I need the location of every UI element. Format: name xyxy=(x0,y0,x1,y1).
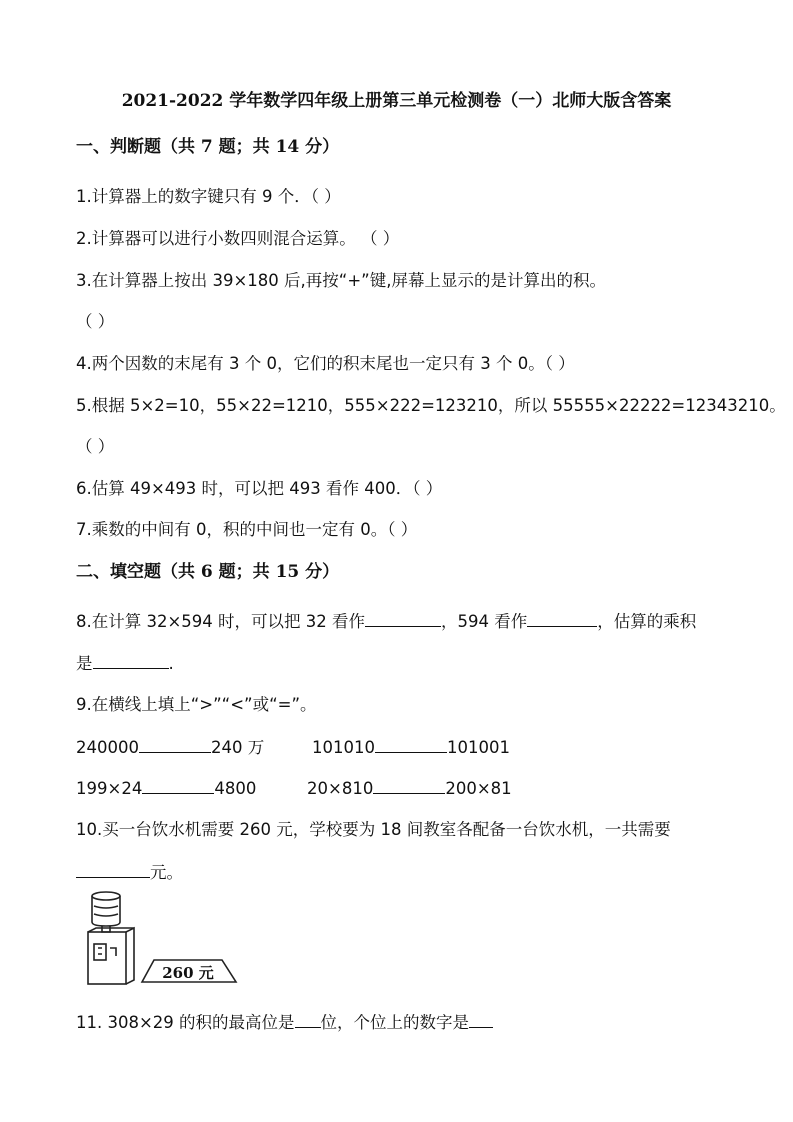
bottle-neck xyxy=(102,926,110,932)
compare-left: 20×810 xyxy=(307,779,374,798)
compare-left: 101010 xyxy=(312,738,375,757)
question-8-text-a: 8.在计算 32×594 时，可以把 32 看作 xyxy=(76,612,366,631)
question-8-line-2 xyxy=(76,652,174,675)
compare-right: 200×81 xyxy=(445,779,512,798)
question-8-text-e: . xyxy=(168,654,174,673)
section-heading-fill-blank: 二、填空题（共 6 题；共 15 分） xyxy=(76,562,340,582)
compare-right: 240 万 xyxy=(211,738,265,757)
question-7: 7.乘数的中间有 0，积的中间也一定有 0。（ ） xyxy=(76,520,418,539)
question-9-row-2-right xyxy=(307,777,512,800)
compare-left: 240000 xyxy=(76,738,139,757)
compare-right: 4800 xyxy=(214,779,257,798)
question-11-text-b: 位，个位上的数字是 xyxy=(320,1013,470,1032)
question-10-unit: 元。 xyxy=(150,863,183,882)
question-10-line-2 xyxy=(76,861,183,884)
question-5: 5.根据 5×2=10，55×22=1210，555×222=123210，所以 55555×22222=12343210。 xyxy=(76,396,786,415)
answer-blank[interactable] xyxy=(76,861,150,878)
question-4: 4.两个因数的末尾有 3 个 0，它们的积末尾也一定只有 3 个 0。（ ） xyxy=(76,354,575,373)
answer-blank[interactable] xyxy=(93,652,169,669)
question-11-text-a: 11. 308×29 的积的最高位是 xyxy=(76,1013,295,1032)
page-title: 2021-2022 学年数学四年级上册第三单元检测卷（一）北师大版含答案 xyxy=(121,91,672,111)
question-1: 1.计算器上的数字键只有 9 个．（ ） xyxy=(76,187,341,206)
water-dispenser-illustration xyxy=(80,886,244,988)
answer-blank[interactable] xyxy=(295,1011,321,1028)
bottle-top xyxy=(92,892,120,900)
question-9-row-1-right xyxy=(312,736,510,759)
price-tag-label: 260 元 xyxy=(162,964,214,982)
section-heading-judgement: 一、判断题（共 7 题；共 14 分） xyxy=(76,137,340,157)
question-9-row-1-left xyxy=(76,736,264,759)
question-5-paren: （ ） xyxy=(76,437,115,456)
question-8-text-b: ，594 看作 xyxy=(441,612,528,631)
question-10: 10.买一台饮水机需要 260 元，学校要为 18 间教室各配备一台饮水机，一共需要 xyxy=(76,820,671,839)
question-3: 3.在计算器上按出 39×180 后,再按“+”键,屏幕上显示的是计算出的积。 xyxy=(76,271,606,290)
answer-blank[interactable] xyxy=(373,777,445,794)
question-3-paren: （ ） xyxy=(76,312,115,331)
question-8-text-c: ，估算的乘积 xyxy=(597,612,697,631)
answer-blank[interactable] xyxy=(365,610,441,627)
question-8-text-d: 是 xyxy=(76,654,93,673)
question-11 xyxy=(76,1011,493,1034)
compare-left: 199×24 xyxy=(76,779,143,798)
answer-blank[interactable] xyxy=(527,610,597,627)
compare-right: 101001 xyxy=(447,738,510,757)
question-2: 2.计算器可以进行小数四则混合运算。 （ ） xyxy=(76,229,400,248)
answer-blank[interactable] xyxy=(142,777,214,794)
question-9-row-2-left xyxy=(76,777,256,800)
answer-blank[interactable] xyxy=(375,736,447,753)
answer-blank[interactable] xyxy=(139,736,211,753)
question-8-line-1 xyxy=(76,610,696,633)
question-6: 6.估算 49×493 时，可以把 493 看作 400．（ ） xyxy=(76,479,443,498)
dispenser-panel xyxy=(94,944,106,960)
price-tag xyxy=(142,960,236,982)
question-9: 9.在横线上填上“>”“<”或“=”。 xyxy=(76,695,317,714)
answer-blank[interactable] xyxy=(469,1011,493,1028)
